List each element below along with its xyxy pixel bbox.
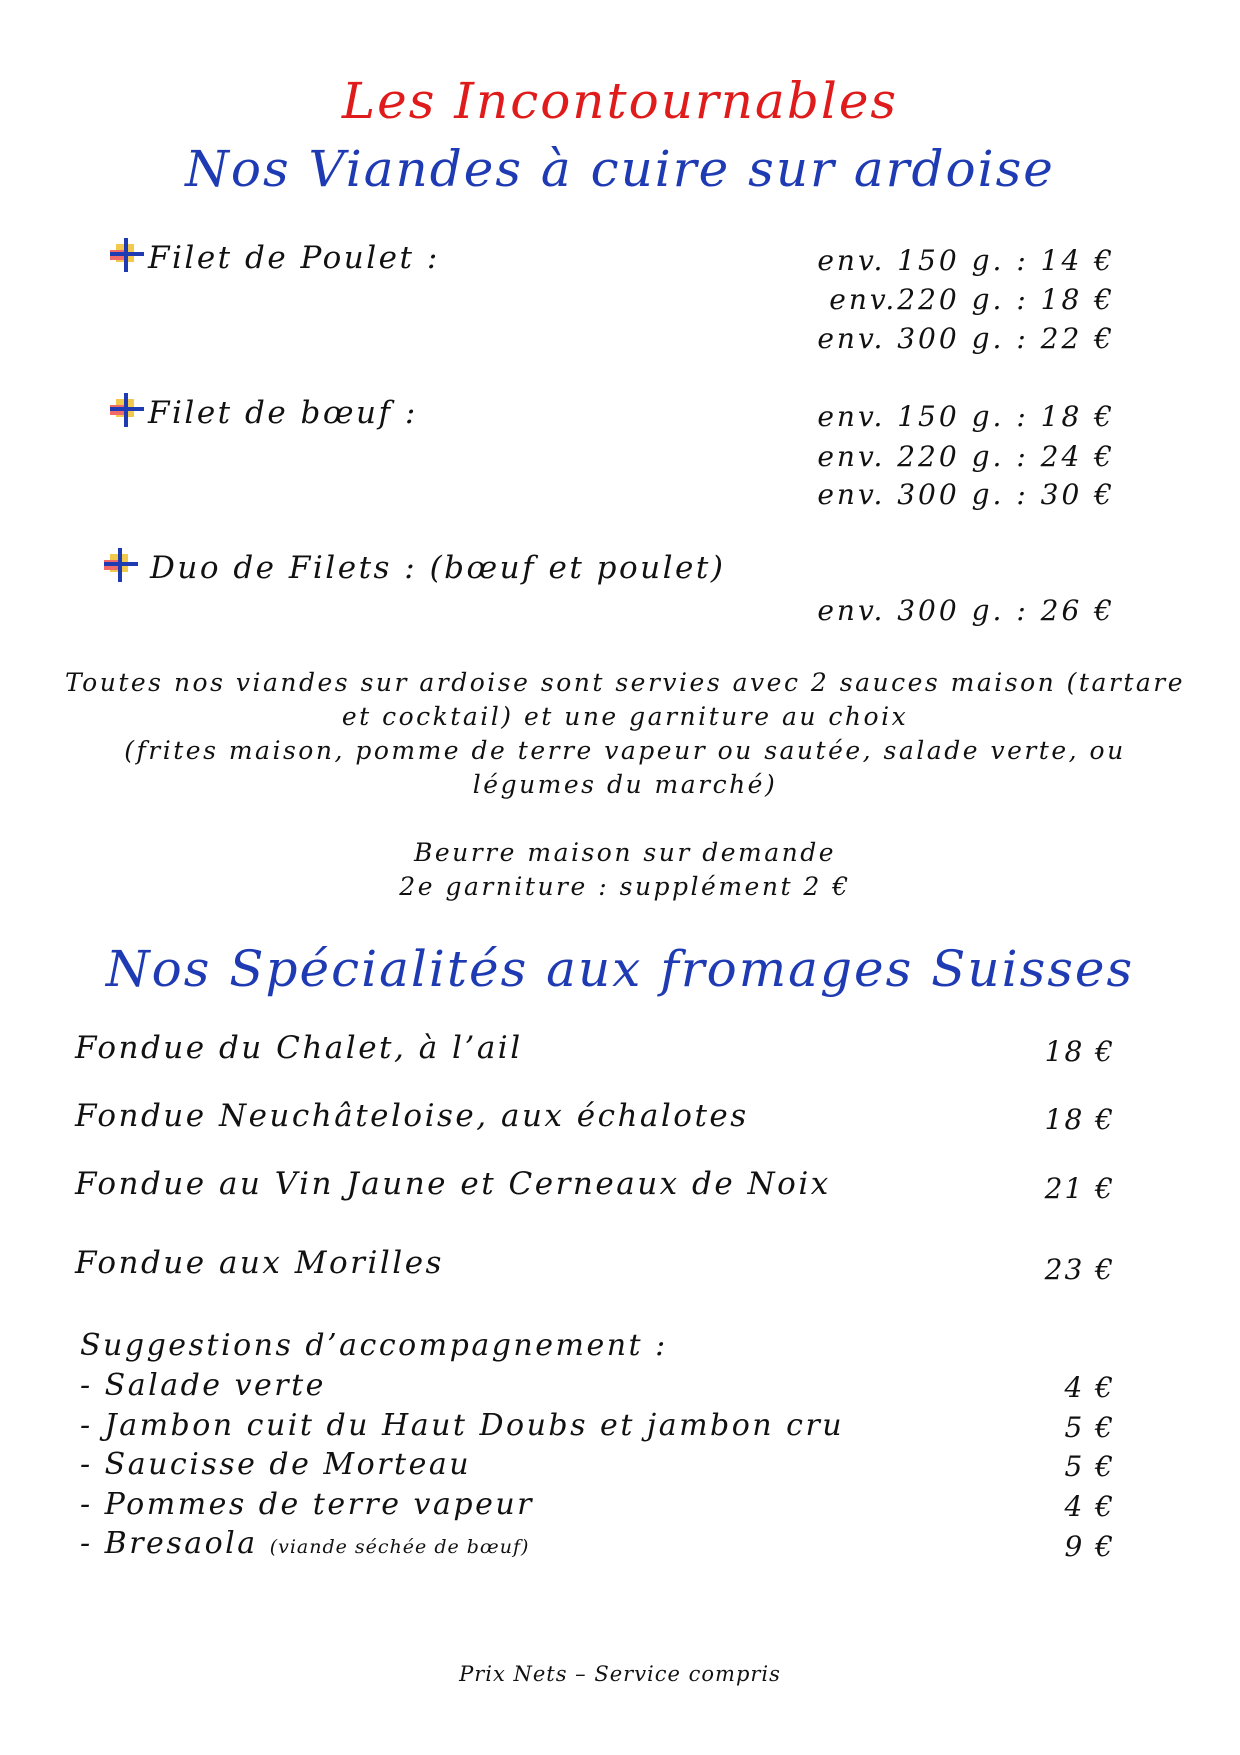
- suggestion-price: 9 €: [1064, 1530, 1115, 1563]
- meat-note: Toutes nos viandes sur ardoise sont servies avec 2 sauces maison (tartare et cocktail) et une garniture au choix: [64, 668, 1186, 731]
- meat-price: env. 220 g. : 24 €: [817, 440, 1115, 473]
- meat-price: env. 300 g. : 26 €: [817, 594, 1115, 627]
- fondue-price: 21 €: [1044, 1172, 1115, 1205]
- meat-item-label: Filet de bœuf :: [148, 395, 418, 431]
- meat-price: env. 300 g. : 22 €: [817, 322, 1115, 355]
- fondue-name: Fondue Neuchâteloise, aux échalotes: [75, 1098, 749, 1134]
- suggestion-item: - Jambon cuit du Haut Doubs et jambon cru: [80, 1408, 845, 1443]
- page-title: Les Incontournables: [341, 72, 899, 130]
- suggestion-price: 4 €: [1064, 1371, 1115, 1404]
- suggestion-item: - Salade verte: [80, 1368, 326, 1403]
- suggestion-price: 4 €: [1064, 1490, 1115, 1523]
- fondue-name: Fondue aux Morilles: [75, 1245, 444, 1281]
- meat-note-sides: (frites maison, pomme de terre vapeur ou sautée, salade verte, ou légumes du marché): [124, 736, 1126, 799]
- fondue-price: 23 €: [1044, 1253, 1115, 1286]
- suggestion-item: - Pommes de terre vapeur: [80, 1487, 535, 1522]
- fondue-price: 18 €: [1044, 1035, 1115, 1068]
- suggestion-item: - Saucisse de Morteau: [80, 1447, 472, 1482]
- meat-item-label: Filet de Poulet :: [148, 240, 440, 276]
- fondue-name: Fondue au Vin Jaune et Cerneaux de Noix: [75, 1166, 831, 1202]
- suggestion-item-name: - Bresaola: [80, 1526, 258, 1561]
- suggestion-price: 5 €: [1064, 1450, 1115, 1483]
- square-cross-bullet-icon: [110, 238, 144, 272]
- meat-price: env. 300 g. : 30 €: [817, 478, 1115, 511]
- square-cross-bullet-icon: [110, 393, 144, 427]
- meat-price: env.220 g. : 18 €: [829, 283, 1115, 316]
- suggestion-item: [80, 1526, 529, 1561]
- fondue-name: Fondue du Chalet, à l’ail: [75, 1030, 523, 1066]
- section-title-cheese: Nos Spécialités aux fromages Suisses: [105, 940, 1135, 998]
- suggestions-title: Suggestions d’accompagnement :: [80, 1328, 668, 1363]
- second-side-note: 2e garniture : supplément 2 €: [399, 872, 851, 901]
- footer-note: Prix Nets – Service compris: [459, 1662, 781, 1686]
- fondue-price: 18 €: [1044, 1103, 1115, 1136]
- square-cross-bullet-icon: [104, 548, 138, 582]
- section-title-meats: Nos Viandes à cuire sur ardoise: [185, 140, 1055, 198]
- butter-note: Beurre maison sur demande: [413, 838, 837, 867]
- suggestion-item-note: (viande séchée de bœuf): [269, 1536, 530, 1558]
- meat-item-label: Duo de Filets : (bœuf et poulet): [150, 550, 726, 586]
- meat-price: env. 150 g. : 14 €: [817, 244, 1115, 277]
- meat-price: env. 150 g. : 18 €: [817, 400, 1115, 433]
- suggestion-price: 5 €: [1064, 1411, 1115, 1444]
